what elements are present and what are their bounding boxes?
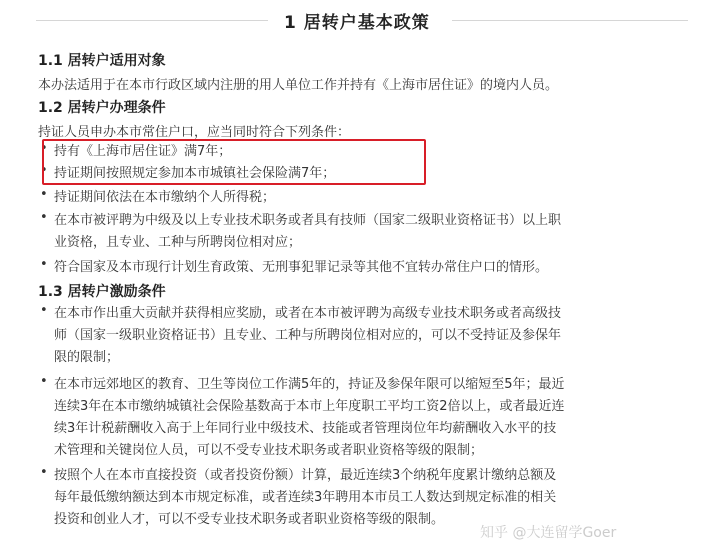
list-item-line: 每年最低缴纳额达到本市规定标准，或者连续3年聘用本市员工人数达到规定标准的相关 bbox=[54, 490, 557, 505]
title-bar bbox=[0, 6, 720, 36]
bullet-icon: • bbox=[40, 141, 48, 156]
section-text-1-1: 本办法适用于在本市行政区域内注册的用人单位工作并持有《上海市居住证》的境内人员。 bbox=[38, 78, 559, 93]
list-item-line: 持证期间按照规定参加本市城镇社会保险满7年； bbox=[54, 166, 336, 181]
highlight-box bbox=[42, 139, 426, 185]
list-item bbox=[40, 257, 549, 279]
list-item-line: 术管理和关键岗位人员，可以不受专业技术职务或者职业资格等级的限制； bbox=[54, 443, 484, 458]
list-item-line: 在本市远郊地区的教育、卫生等岗位工作满5年的，持证及参保年限可以缩短至5年；最近 bbox=[54, 377, 565, 392]
bullet-icon: • bbox=[40, 163, 48, 178]
list-item-line: 持证期间依法在本市缴纳个人所得税； bbox=[54, 190, 276, 205]
list-item-line: 在本市作出重大贡献并获得相应奖励，或者在本市被评聘为高级专业技术职务或者高级技 bbox=[54, 306, 562, 321]
list-item-line: 符合国家及本市现行计划生育政策、无刑事犯罪记录等其他不宜转办常住户口的情形。 bbox=[54, 260, 549, 275]
bullet-icon: • bbox=[40, 465, 48, 480]
list-item-line: 限的限制； bbox=[54, 350, 120, 365]
list-item-line: 在本市被评聘为中级及以上专业技术职务或者具有技师（国家二级职业资格证书）以上职 bbox=[54, 213, 562, 228]
watermark: 知乎 @大连留学Goer bbox=[480, 525, 617, 541]
list-item bbox=[40, 187, 276, 209]
bullet-icon: • bbox=[40, 374, 48, 389]
bullet-icon: • bbox=[40, 303, 48, 318]
section-heading-1-1: 1.1 居转户适用对象 bbox=[38, 53, 166, 69]
page-title: 1 居转户基本政策 bbox=[284, 13, 430, 33]
list-item-line: 按照个人在本市直接投资（或者投资份额）计算，最近连续3个纳税年度累计缴纳总额及 bbox=[54, 468, 557, 483]
section-text-1-2: 持证人员申办本市常住户口，应当同时符合下列条件： bbox=[38, 125, 351, 140]
list-item bbox=[40, 374, 565, 462]
list-item-line: 连续3年在本市缴纳城镇社会保险基数高于本市上年度职工平均工资2倍以上，或者最近连 bbox=[54, 399, 565, 414]
title-divider-right bbox=[452, 20, 688, 21]
title-divider-left bbox=[36, 20, 268, 21]
list-item-line: 持有《上海市居住证》满7年； bbox=[54, 144, 232, 159]
bullet-icon: • bbox=[40, 257, 48, 272]
list-item-line: 师（国家一级职业资格证书）且专业、工种与所聘岗位相对应的，可以不受持证及参保年 bbox=[54, 328, 562, 343]
list-item-line: 投资和创业人才，可以不受专业技术职务或者职业资格等级的限制。 bbox=[54, 512, 445, 527]
list-item-line: 业资格，且专业、工种与所聘岗位相对应； bbox=[54, 235, 302, 250]
section-heading-1-2: 1.2 居转户办理条件 bbox=[38, 100, 166, 116]
bullet-icon: • bbox=[40, 210, 48, 225]
section-heading-1-3: 1.3 居转户激励条件 bbox=[38, 284, 166, 300]
list-item-line: 续3年计税薪酬收入高于上年同行业中级技术、技能或者管理岗位年均薪酬收入水平的技 bbox=[54, 421, 557, 436]
list-item bbox=[40, 210, 562, 254]
list-item bbox=[40, 303, 562, 369]
bullet-icon: • bbox=[40, 187, 48, 202]
